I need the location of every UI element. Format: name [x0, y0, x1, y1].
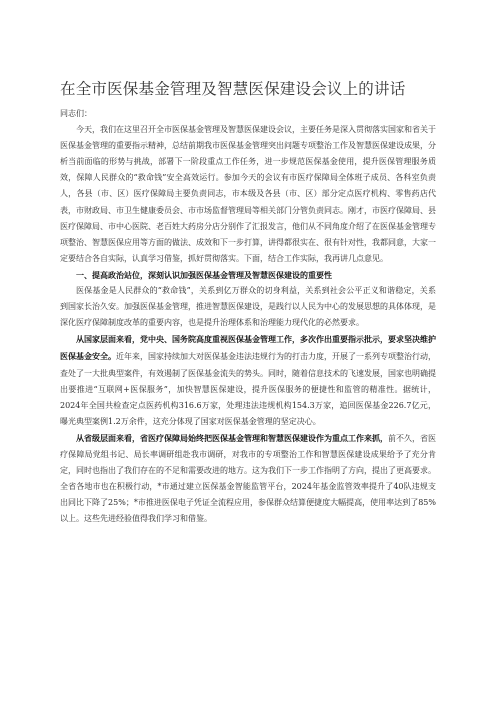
- greeting: 同志们：: [60, 109, 92, 118]
- section-1-heading: 一、提高政治站位，深刻认识加强医保基金管理及智慧医保建设的重要性: [76, 269, 332, 280]
- section-1-paragraph-3-body: 前不久，省医疗保障局党组书记、局长率调研组赴我市调研，对我市的专项整治工作和智慧医保建设成果给予了充分肯定，同时也指出了我们存在的不足和需要改进的地方。这为我们下一步工作指明了方向，提出了更高要求。全省各地市也在积极行动，*市通过建立医保基金智能监管平台，2024年基金监管效率提升了40队违规支出同比下降了25%；*市推进医保电子凭证全流程应用，参保群众结算便捷度大幅提高，使用率达到了85%以上。这些先进经验值得我们学习和借鉴。: [60, 433, 436, 524]
- section-1-paragraph-2: [60, 331, 436, 430]
- document-title: 在全市医保基金管理及智慧医保建设会议上的讲话: [60, 80, 406, 98]
- section-1-paragraph-3-lead: 从省级层面来看，省医疗保障局始终把医保基金管理和智慧医保建设作为重点工作来抓，: [76, 432, 388, 443]
- section-1-paragraph-1: 医保基金是人民群众的“救命钱”，关系到亿万群众的切身利益，关系到社会公平正义和谐稳定，关系到国家长治久安。加强医保基金管理，推进智慧医保建设，是践行以人民为中心的发展思想的具体体现，是深化医疗保障制度改革的重要内容，也是提升治理体系和治理能力现代化的必然要求。: [60, 286, 436, 328]
- section-1-paragraph-2-lead: 从国家层面来看，党中央、国务院高度重视医保基金管理工作，多次作出重要指示批示，要求坚决维护医保基金安全。: [60, 334, 436, 362]
- section-1-paragraph-2-body: 近年来，国家持续加大对医保基金违法违规行为的打击力度，开展了一系列专项整治行动，查处了一大批典型案件，有效遏制了医保基金流失的势头。同时，随着信息技术的飞速发展，国家也明确提出要推进“互联网+医保服务”，加快智慧医保建设，提升医保服务的便捷性和监管的精准性。据统计，2024年全国共检查定点医药机构316.6万家，处理违法违规机构154.3万家，追回医保基金226.7亿元，曝光典型案例1.2万余件，这充分体现了国家对医保基金管理的坚定决心。: [60, 352, 436, 426]
- intro-paragraph: 今天，我们在这里召开全市医保基金管理及智慧医保建设会议，主要任务是深入贯彻落实国家和省关于医保基金管理的重要指示精神，总结前期我市医保基金管理突出问题专项整治工作及智慧医保建设成果，分析当前面临的形势与挑战，部署下一阶段重点工作任务，进一步规范医保基金使用，提升医保管理服务质效，保障人民群众的“救命钱”安全高效运行。参加今天的会议有市医疗保障局全体班子成员、各科室负责人，各县（市、区）医疗保障局主要负责同志，市本级及各县（市、区）部分定点医疗机构、零售药店代表，市财政局、市卫生健康委员会、市市场监督管理局等相关部门分管负责同志。刚才，市医疗保障局、县医疗保障局、市中心医院、老百姓大药房分店分别作了汇报发言，他们从不同角度介绍了在医保基金管理专项整治、智慧医保应用等方面的做法、成效和下一步打算，讲得都很实在、很有针对性，我都同意，大家一定要结合各自实际，认真学习借鉴，抓好贯彻落实。下面，结合工作实际，我再讲几点意见。: [60, 125, 436, 263]
- section-1-paragraph-3: [60, 430, 436, 528]
- document-body: [60, 106, 436, 527]
